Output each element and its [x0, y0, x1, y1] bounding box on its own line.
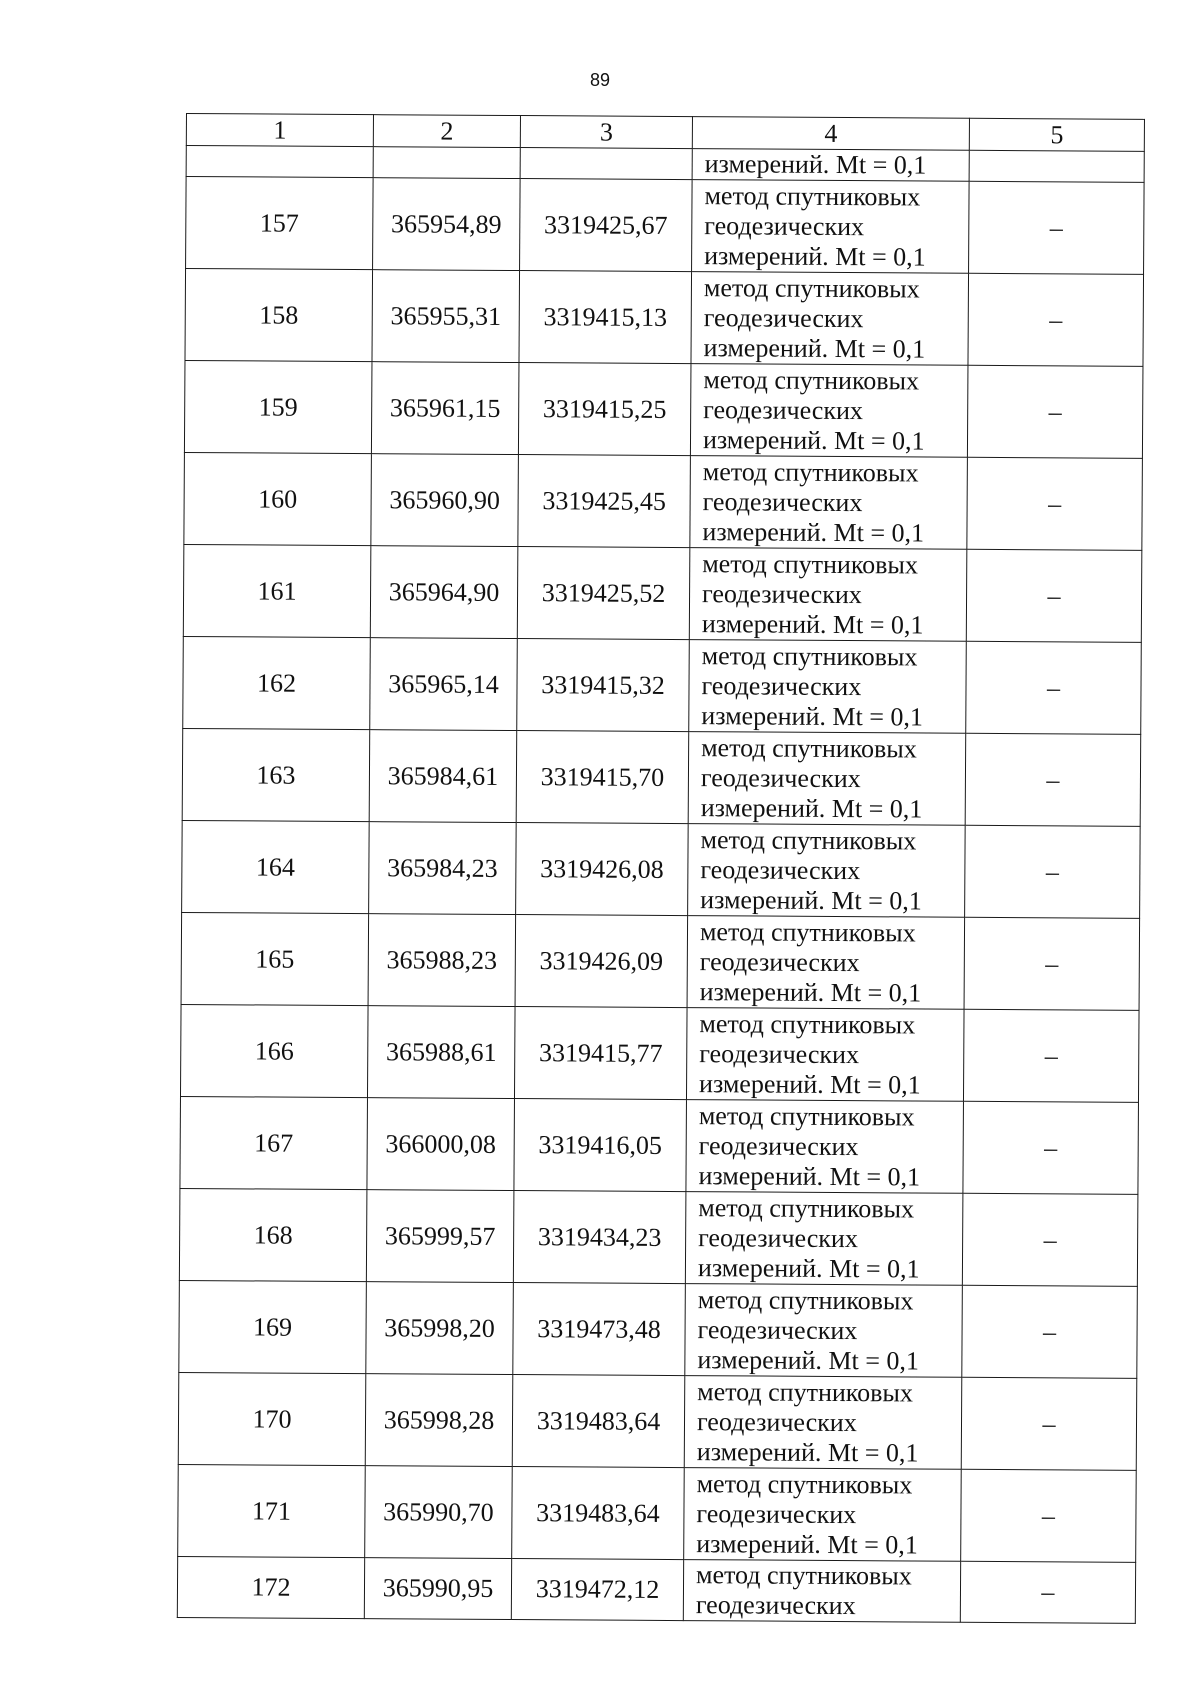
- method-text-line: измерений. Mt = 0,1: [696, 1436, 919, 1467]
- point-number-cell: 167: [180, 1096, 368, 1189]
- note-cell: –: [960, 1561, 1135, 1623]
- table-row: [184, 452, 1143, 550]
- point-number-cell: 159: [184, 360, 372, 453]
- y-coordinate-cell: 3319416,05: [514, 1099, 687, 1192]
- point-number-cell: 171: [178, 1464, 366, 1557]
- note-cell: –: [969, 181, 1145, 274]
- note-cell: –: [966, 641, 1142, 734]
- x-coordinate-cell: 365998,20: [366, 1282, 514, 1375]
- method-text-line: метод спутниковых: [704, 180, 921, 211]
- method-text-line: измерений. Mt = 0,1: [701, 700, 924, 732]
- method-text-line: метод спутниковых: [700, 824, 917, 855]
- y-coordinate-cell: 3319415,77: [514, 1007, 687, 1100]
- x-coordinate-cell: 365999,57: [366, 1190, 514, 1283]
- table-row: [183, 544, 1142, 642]
- method-cell: [685, 1192, 963, 1286]
- x-coordinate-cell: 365954,89: [373, 178, 521, 271]
- method-text-line: измерений. Mt = 0,1: [704, 149, 927, 180]
- page-number: 89: [589, 70, 611, 90]
- continuation-method-cell: [692, 149, 969, 182]
- point-number-cell: 157: [186, 177, 374, 270]
- column-header-2: 2: [373, 115, 520, 148]
- x-coordinate-cell: 365961,15: [371, 362, 519, 455]
- method-text-line: измерений. Mt = 0,1: [701, 608, 924, 640]
- note-cell: –: [964, 917, 1140, 1010]
- method-text-line: метод спутниковых: [703, 272, 920, 303]
- empty-cell: [186, 146, 373, 178]
- method-text-line: измерений. Mt = 0,1: [700, 792, 923, 824]
- method-text-line: измерений. Mt = 0,1: [696, 1528, 918, 1559]
- point-number-cell: 164: [182, 820, 370, 913]
- note-cell: –: [966, 549, 1142, 642]
- method-text-line: метод спутниковых: [703, 364, 920, 395]
- note-cell: –: [963, 1101, 1139, 1194]
- coordinates-table-container: [177, 113, 1144, 1624]
- note-cell: –: [962, 1285, 1138, 1378]
- y-coordinate-cell: 3319425,67: [520, 179, 693, 272]
- method-cell: [689, 548, 967, 642]
- method-text-line: метод спутниковых: [702, 456, 919, 487]
- method-cell: [686, 1008, 964, 1102]
- point-number-cell: 166: [180, 1004, 368, 1097]
- table-row: [178, 1464, 1137, 1562]
- method-text-line: геодезических: [700, 762, 861, 793]
- table-row: [186, 177, 1145, 275]
- empty-cell: [969, 150, 1144, 182]
- point-number-cell: 172: [177, 1556, 364, 1618]
- x-coordinate-cell: 365990,95: [364, 1558, 511, 1620]
- note-cell: –: [965, 733, 1141, 826]
- method-text-line: геодезических: [699, 1038, 860, 1069]
- point-number-cell: 169: [179, 1280, 367, 1373]
- note-cell: –: [963, 1009, 1139, 1102]
- table-row: [183, 636, 1142, 734]
- table-row: [182, 728, 1141, 826]
- method-text-line: геодезических: [703, 302, 864, 333]
- note-cell: –: [968, 273, 1144, 366]
- method-text-line: метод спутниковых: [699, 1008, 916, 1039]
- method-cell: [690, 364, 968, 458]
- column-header-1: 1: [186, 114, 373, 147]
- method-text-line: измерений. Mt = 0,1: [703, 332, 926, 364]
- method-cell: [688, 824, 966, 918]
- x-coordinate-cell: 365964,90: [370, 546, 518, 639]
- empty-cell: [373, 147, 520, 179]
- method-text-line: метод спутниковых: [698, 1192, 915, 1223]
- method-cell: [685, 1284, 963, 1378]
- note-cell: –: [961, 1469, 1137, 1562]
- x-coordinate-cell: 365990,70: [365, 1466, 513, 1559]
- point-number-cell: 158: [185, 269, 373, 362]
- column-header-5: 5: [969, 118, 1144, 151]
- y-coordinate-cell: 3319415,32: [517, 639, 690, 732]
- method-text-line: метод спутниковых: [701, 640, 918, 671]
- method-cell: [688, 732, 966, 826]
- method-text-line: метод спутниковых: [697, 1284, 914, 1315]
- method-text-line: метод спутниковых: [695, 1560, 912, 1591]
- x-coordinate-cell: 366000,08: [367, 1098, 515, 1191]
- x-coordinate-cell: 365984,23: [369, 822, 517, 915]
- method-text-line: измерений. Mt = 0,1: [698, 1068, 921, 1100]
- method-cell: [686, 1100, 964, 1194]
- x-coordinate-cell: 365955,31: [372, 270, 520, 363]
- x-coordinate-cell: 365965,14: [370, 638, 518, 731]
- method-text-line: измерений. Mt = 0,1: [704, 240, 926, 272]
- method-cell: [684, 1468, 962, 1562]
- method-text-line: измерений. Mt = 0,1: [698, 1160, 921, 1192]
- method-text-line: геодезических: [698, 1130, 859, 1161]
- method-cell: [684, 1376, 962, 1470]
- method-text-line: геодезических: [697, 1314, 858, 1345]
- method-text-line: геодезических: [696, 1498, 857, 1529]
- table-row: [184, 360, 1143, 458]
- point-number-cell: 161: [183, 544, 371, 637]
- method-text-line: геодезических: [701, 670, 862, 701]
- table-row: [182, 820, 1141, 918]
- method-text-line: метод спутниковых: [697, 1376, 913, 1407]
- y-coordinate-cell: 3319425,45: [518, 455, 691, 548]
- point-number-cell: 168: [179, 1188, 367, 1281]
- method-cell: [689, 640, 967, 734]
- column-header-4: 4: [692, 117, 969, 151]
- method-cell: [683, 1560, 960, 1623]
- note-cell: –: [967, 457, 1143, 550]
- x-coordinate-cell: 365988,61: [367, 1006, 515, 1099]
- method-text-line: геодезических: [701, 578, 862, 609]
- method-text-line: измерений. Mt = 0,1: [697, 1344, 920, 1376]
- y-coordinate-cell: 3319472,12: [511, 1559, 683, 1621]
- table-row: [180, 1004, 1139, 1102]
- x-coordinate-cell: 365960,90: [371, 454, 519, 547]
- method-text-line: геодезических: [696, 1406, 857, 1437]
- x-coordinate-cell: 365984,61: [369, 730, 517, 823]
- table-row: [185, 269, 1144, 367]
- y-coordinate-cell: 3319434,23: [513, 1191, 686, 1284]
- table-row: [178, 1372, 1137, 1470]
- y-coordinate-cell: 3319473,48: [513, 1283, 686, 1376]
- point-number-cell: 165: [181, 912, 369, 1005]
- y-coordinate-cell: 3319415,25: [518, 363, 691, 456]
- point-number-cell: 160: [184, 452, 372, 545]
- y-coordinate-cell: 3319483,64: [512, 1375, 685, 1468]
- empty-cell: [520, 148, 692, 180]
- method-text-line: геодезических: [704, 210, 865, 241]
- y-coordinate-cell: 3319415,70: [516, 731, 689, 824]
- y-coordinate-cell: 3319483,64: [512, 1467, 685, 1560]
- method-text-line: измерений. Mt = 0,1: [702, 516, 925, 548]
- method-text-line: метод спутниковых: [699, 916, 916, 947]
- table-row: [177, 1556, 1135, 1623]
- method-text-line: геодезических: [702, 486, 863, 517]
- table-row: [179, 1280, 1138, 1378]
- method-text-line: метод спутниковых: [698, 1100, 915, 1131]
- method-text-line: геодезических: [700, 854, 861, 885]
- table-row: [179, 1188, 1138, 1286]
- method-cell: [692, 180, 970, 274]
- y-coordinate-cell: 3319425,52: [517, 547, 690, 640]
- table-row: [181, 912, 1140, 1010]
- note-cell: –: [965, 825, 1141, 918]
- method-text-line: измерений. Mt = 0,1: [699, 976, 922, 1008]
- y-coordinate-cell: 3319415,13: [519, 271, 692, 364]
- method-text-line: геодезических: [695, 1590, 856, 1621]
- method-text-line: измерений. Mt = 0,1: [700, 884, 922, 916]
- point-number-cell: 163: [182, 728, 370, 821]
- column-header-3: 3: [520, 116, 692, 149]
- method-text-line: геодезических: [699, 946, 860, 977]
- method-cell: [687, 916, 965, 1010]
- note-cell: –: [962, 1193, 1138, 1286]
- x-coordinate-cell: 365988,23: [368, 914, 516, 1007]
- method-cell: [690, 456, 968, 550]
- method-text-line: геодезических: [703, 394, 864, 425]
- point-number-cell: 162: [183, 636, 371, 729]
- method-text-line: метод спутниковых: [696, 1468, 913, 1499]
- method-text-line: измерений. Mt = 0,1: [702, 424, 925, 456]
- method-text-line: метод спутниковых: [701, 732, 917, 763]
- note-cell: –: [961, 1377, 1137, 1470]
- method-cell: [691, 272, 969, 366]
- point-number-cell: 170: [178, 1372, 366, 1465]
- y-coordinate-cell: 3319426,09: [515, 915, 688, 1008]
- table-row: [180, 1096, 1139, 1194]
- y-coordinate-cell: 3319426,08: [516, 823, 689, 916]
- coordinates-table: [177, 113, 1145, 1624]
- x-coordinate-cell: 365998,28: [365, 1374, 513, 1467]
- note-cell: –: [967, 365, 1143, 458]
- method-text-line: измерений. Mt = 0,1: [697, 1252, 920, 1284]
- method-text-line: геодезических: [698, 1222, 858, 1253]
- method-text-line: метод спутниковых: [702, 548, 919, 579]
